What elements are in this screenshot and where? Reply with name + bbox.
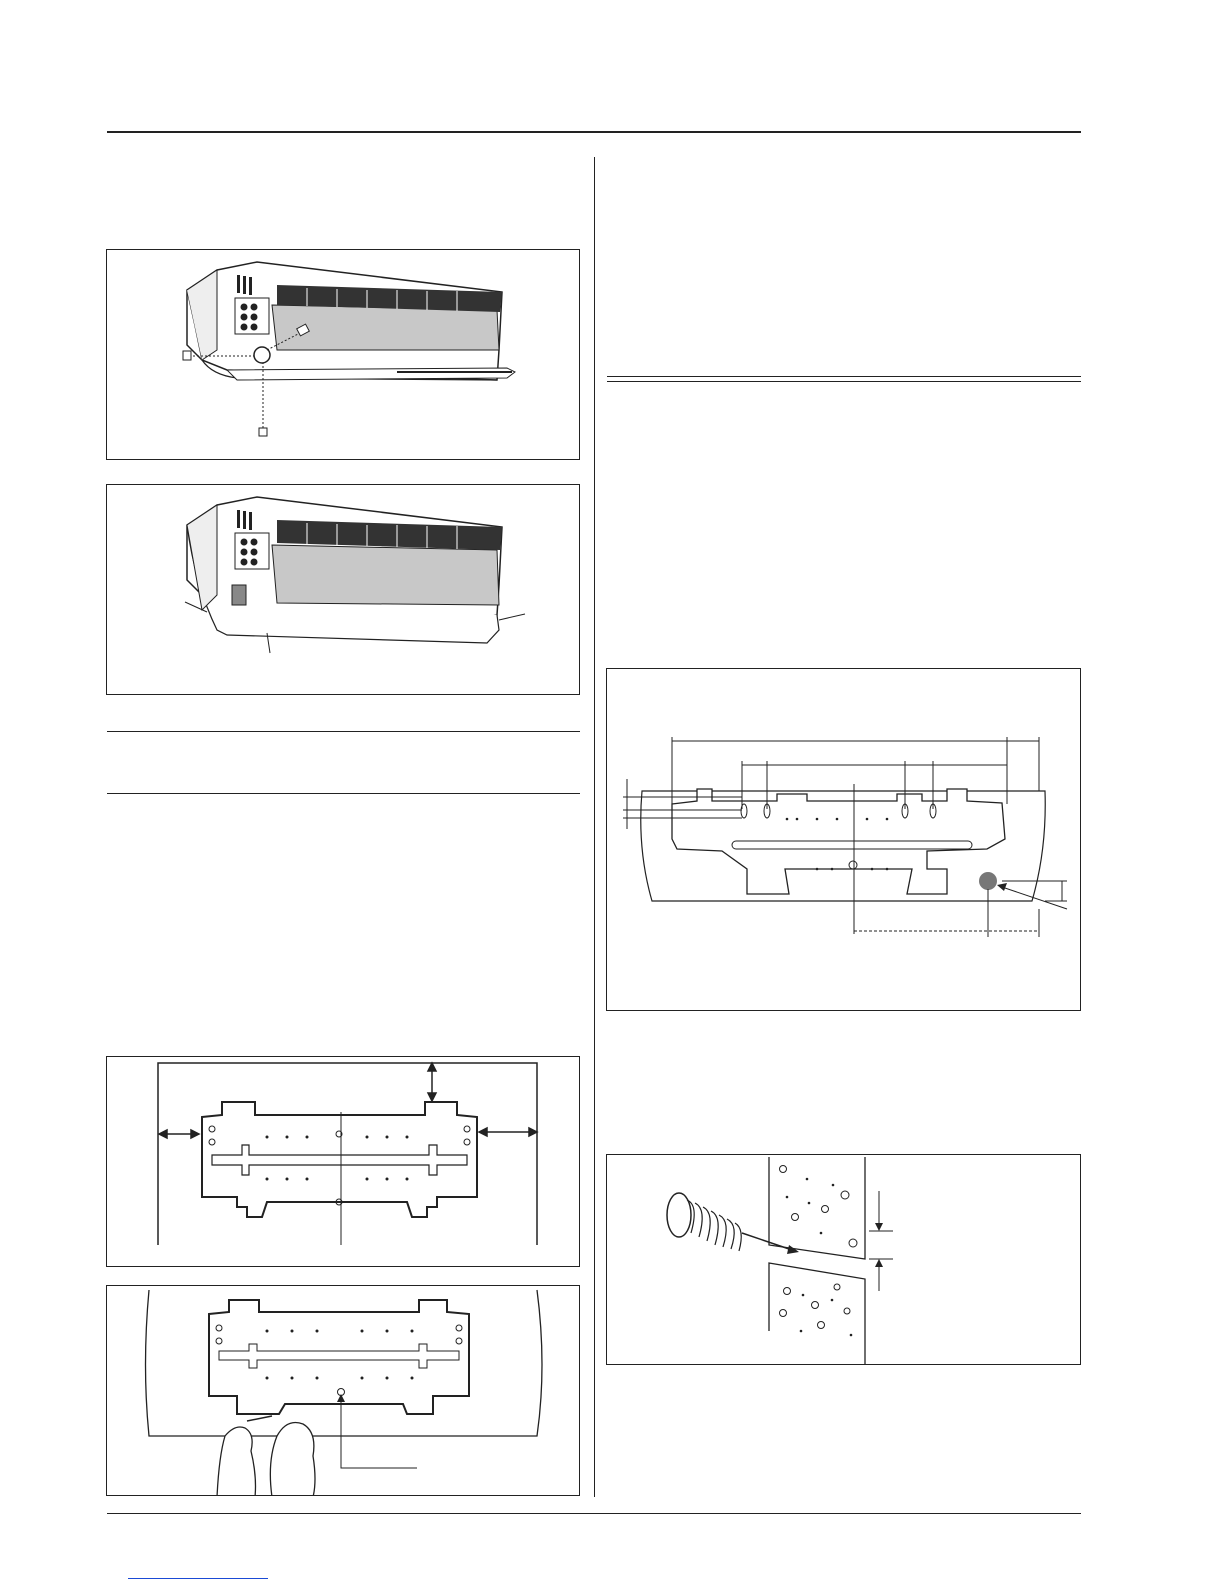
column-divider bbox=[594, 157, 595, 1497]
section-rule-left-2 bbox=[107, 793, 580, 794]
plate-dimensions-illustration bbox=[607, 669, 1081, 1011]
wall-hole-drilling-illustration bbox=[607, 1155, 1081, 1365]
section-rule-left-1 bbox=[107, 731, 580, 732]
figure-knockout-positions bbox=[106, 484, 580, 695]
plate-fixing-illustration bbox=[107, 1286, 580, 1496]
figure-pipe-directions bbox=[106, 249, 580, 460]
figure-mounting-plate-clearance bbox=[106, 1056, 580, 1267]
indoor-unit-illustration bbox=[107, 250, 580, 460]
section-rule-right-2 bbox=[607, 381, 1081, 382]
header-rule bbox=[107, 131, 1081, 133]
section-rule-right-1 bbox=[607, 376, 1081, 377]
footer-rule bbox=[107, 1513, 1081, 1514]
figure-plate-dimensions bbox=[606, 668, 1081, 1011]
figure-wall-hole-drilling bbox=[606, 1154, 1081, 1365]
mounting-plate-clearance-illustration bbox=[107, 1057, 580, 1267]
figure-plate-fixing bbox=[106, 1285, 580, 1496]
indoor-unit-knockout-illustration bbox=[107, 485, 580, 695]
footer-link-underline bbox=[128, 1578, 268, 1579]
